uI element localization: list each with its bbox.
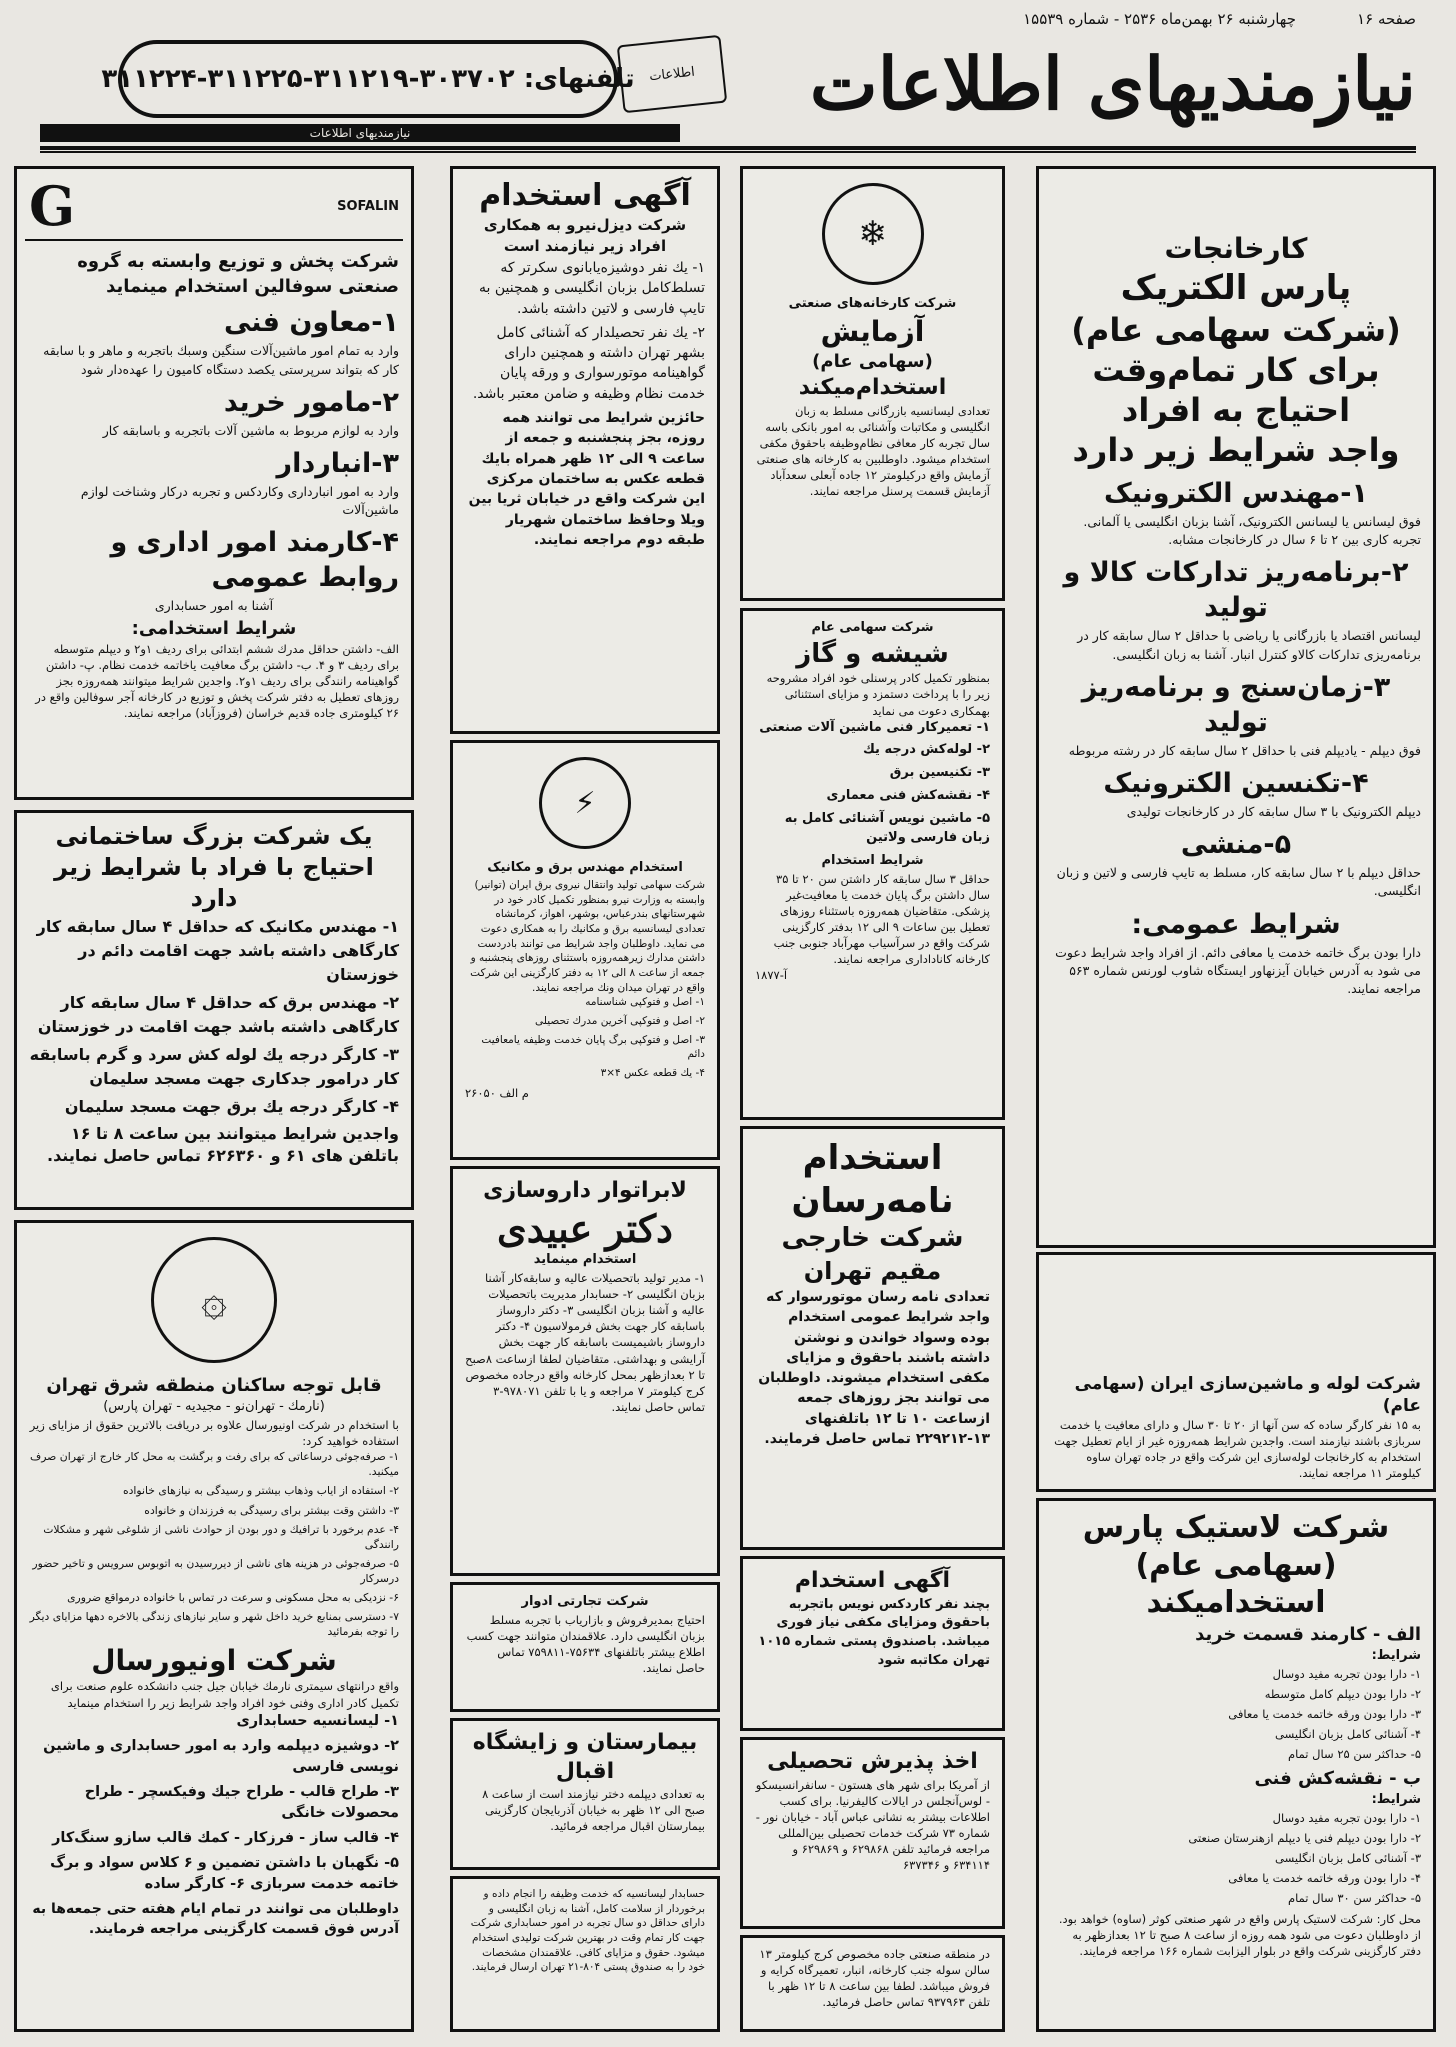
lastic-a-cond-title: شرایط: [1371, 1647, 1421, 1663]
sofalin-conditions: الف- داشتن حداقل مدرك ششم ابتدائی برای ردیف ۱و۲ و دیپلم متوسطه برای ردیف ۳ و ۴. ب- داشتن برگ معافیت یاخاتمه خدمت نظام. پ- داشتن گواهینامه رانندگی برای ردیف ۱و۲. واجدین شرایط میتوانند همه‌روزه بجز روزهای تعطیل به دفتر شرکت پخش و توزیع در کارخانه آجر سوفالین واقع در ۲۶ کیلومتری جاده قدیم خراسان (فروزآباد) مراجعه نمایند. [35, 641, 399, 721]
courier-line3: شرکت خارجی [781, 1223, 964, 1253]
universal-footer: داوطلبان می توانند در تمام ایام هفته حتی جمعه‌ها به آدرس فوق قسمت کارگزینی مراجعه فرمایند. [32, 1900, 399, 1938]
sg-ref: آ-۱۸۷۷ [755, 968, 788, 983]
sofalin-brand-name: SOFALIN [337, 198, 399, 214]
ad-sofalin [14, 166, 414, 800]
diesel-title: آگهی استخدام [479, 178, 691, 213]
universal-intro-title: قابل توجه ساکنان منطقه شرق تهران [46, 1375, 382, 1396]
ad-lastic-pars [1036, 1498, 1436, 2032]
sg-items [755, 719, 990, 848]
sg-item: ۱- تعمیرکار فنی ماشین آلات صنعتی [759, 719, 990, 735]
sg-company: شرکت سهامی عام [811, 620, 934, 635]
ad-azmayesh [740, 166, 1005, 601]
lastic-b-cond: ۵- حداکثر سن ۳۰ سال تمام [1288, 1891, 1421, 1906]
azmayesh-type: (سهامی عام) [812, 350, 933, 372]
universal-intro-sub: (نارمك - تهران‌نو - مجیدیه - تهران پارس) [103, 1399, 325, 1415]
typist-body: بچند نفر کاردکس نویس باتجربه باحقوق ومزایای مکفی نیاز فوری میباشد. باصندوق پستی شماره ۱۰۱۵ تهران مکاتبه شود [758, 1596, 990, 1669]
construction-item: ۱- مهندس مکانیک که حداقل ۴ سال سابقه کار کارگاهی داشته باشد جهت اقامت دائم در خوزستان [36, 916, 399, 984]
sofalin-item-title: ۴-کارمند امور اداری و روابط عمومی [110, 527, 399, 594]
sg-name: شیشه و گاز [796, 638, 949, 669]
masthead-rule-thin [40, 151, 1416, 153]
ad-power [450, 740, 720, 1160]
pe-title2: پارس الکتریک [1120, 268, 1352, 309]
lastic-b-conds [1051, 1810, 1421, 1906]
sg-item: ۲- لوله‌کش درجه یك [862, 742, 990, 758]
universal-item: ۳- طراح قالب - طراح جیك وفیکسچر - طراح محصولات خانگی [84, 1783, 399, 1821]
lastic-title2: (سهامی عام) [1135, 1547, 1337, 1583]
phone-numbers: تلفنهای: ۳۰۳۷۰۲-۳۱۱۲۱۹-۳۱۱۲۲۵-۳۱۱۲۲۴ [101, 64, 635, 94]
construction-items [29, 915, 399, 1119]
pipe-spacer [1051, 1263, 1421, 1373]
sg-item: ۴- نقشه‌کش فنی معماری [826, 788, 990, 804]
courier-line2: نامه‌رسان [791, 1180, 954, 1221]
obeidi-action: استخدام مینماید [533, 1252, 637, 1268]
courier-line1: استخدام [802, 1138, 943, 1178]
universal-name: شرکت اونیورسال [91, 1644, 337, 1678]
sub-strip: نیازمندیهای اطلاعات [40, 124, 680, 142]
admission-body: از آمریکا برای شهر های هستون - سانفرانسیسکو - لوس‌آنجلس در ایالات کالیفرنیا. برای کسب اطلاعات بیشتر به نشانی عباس آباد - خیابان نور - شماره ۷۳ شرکت خدمات تحصیلی بین‌المللی مراجعه فرمائید تلفن ۶۲۹۸۶۸ و ۶۲۹۸۶۹ و ۶۳۴۱۱۴ و ۶۳۷۳۴۶ [755, 1777, 990, 1873]
power-title: استخدام مهندس برق و مکانیک [487, 860, 683, 875]
construction-item: ۳- کارگر درجه یك لوله کش سرد و گرم باسابقه کار درامور جدکاری جهت مسجد سلیمان [29, 1044, 399, 1088]
power-doc: ۲- اصل و فتوکپی آخرین مدرك تحصیلی [534, 1015, 705, 1028]
pe-item [1051, 555, 1421, 663]
construction-footer: واجدین شرایط میتوانند بین ساعت ۸ تا ۱۶ باتلفن های ۶۱ و ۶۲۶۳۶۰ تماس حاصل نمایند. [46, 1123, 399, 1165]
typist-title: آگهی استخدام [794, 1568, 951, 1593]
universal-benefit: ۱- صرفه‌جوئی درساعاتی که برای رفت و برگشت به محل کار خارج از تهران صرف میکنید. [30, 1450, 399, 1479]
power-doc: ۳- اصل و فتوکپی برگ پایان خدمت وظیفه یامعافیت دائم [481, 1033, 705, 1061]
pe-title4: برای کار تمام‌وقت [1092, 350, 1380, 389]
sg-item: ۵- ماشین نویس آشنائی کامل به زبان فارسی ولاتین [784, 811, 990, 845]
ad-accountant [450, 1876, 720, 2032]
pe-title3: (شرکت سهامی عام) [1071, 310, 1401, 349]
lastic-b-cond: ۳- آشنائی کامل بزبان انگلیسی [1275, 1851, 1421, 1866]
pe-item [1051, 670, 1421, 760]
ad-admission [740, 1737, 1005, 1929]
pe-item-desc: فوق دیپلم - یادیپلم فنی با حداقل ۲ سال سابقه کار در رشته مربوطه [1068, 742, 1421, 758]
ad-shisheh-gaz [740, 608, 1005, 1120]
lastic-title1: شرکت لاستیک پارس [1082, 1510, 1390, 1545]
pe-item-desc: لیسانس اقتصاد یا بازرگانی یا ریاضی با حداقل ۲ سال سابقه کار در برنامه‌ریزی تدارکات کالاو کنترل انبار. آشنا به زبان انگلیسی. [1077, 628, 1421, 662]
tejarati-body: احتیاج بمدیرفروش و بازاریاب با تجربه مسلط بزبان انگلیسی دارد. علاقمندان متوانند جهت کسب اطلاع بیشتر باتلفنهای ۷۵۶۳۴-۷۵۹۸۱۱ تماس حاصل نمایند. [466, 1612, 705, 1676]
ad-diesel [450, 166, 720, 734]
phones-box [101, 40, 635, 118]
azmayesh-body: تعدادی لیسانسیه بازرگانی مسلط به زبان انگلیسی و مکاتبات وآشنائی به امور بانکی باسه سال تجربه کار معافی نظام‌وظیفه باحقوق مکفی استخدام میشود. داوطلبین به کارخانه های صنعتی آزمایش واقع درکیلومتر ۱۲ جاده آبعلی سعدآباد آزمایش قسمت پرسنل مراجعه نمایند. [756, 403, 990, 499]
construction-title2: احتیاج با فراد با شرایط زیر دارد [54, 853, 374, 913]
courier-body: تعدادی نامه رسان موتورسوار که واجد شرایط عمومی استخدام بوده وسواد خواندن و نوشتن داشته باشند باحقوق و مزایای مکفی استخدام میشوند. داوطلبان می توانند بجز روزهای جمعه ازساعت ۱۰ تا ۱۲ باتلفنهای ۱۳-۲۲۹۲۱۲ تماس حاصل فرمایند. [758, 1288, 990, 1448]
pe-item [1051, 827, 1421, 900]
ad-pipe [1036, 1252, 1436, 1492]
azmayesh-company: شرکت کارخانه‌های صنعتی [788, 296, 957, 311]
sofalin-item [29, 525, 399, 615]
pe-item [1051, 766, 1421, 821]
lastic-a-cond: ۱- دارا بودن تجربه مفید دوسال [1272, 1666, 1421, 1681]
sofalin-item [29, 305, 399, 378]
lastic-a-title: الف - کارمند قسمت خرید [1195, 1623, 1421, 1645]
universal-body-intro: واقع درانتهای سیمتری نارمك خیابان جیل جنب دانشکده علوم صنعت برای تکمیل کادر اداری وفنی خود افراد واجد شرایط زیر را استخدام مینماید [50, 1679, 399, 1710]
factory-body: در منطقه صنعتی جاده مخصوص کرج کیلومتر ۱۳ سالن سوله جنب کارخانه، انبار، تعمیرگاه کرایه و فروش میباشد. لطفا بین ساعت ۸ تا ۱۲ ظهر با تلفن ۹۳۷۹۶۳ تماس حاصل فرمائید. [759, 1947, 990, 2010]
pipe-title: شرکت لوله و ماشین‌سازی ایران (سهامی عام) [1074, 1374, 1421, 1417]
pe-title6: واجد شرایط زیر دارد [1072, 430, 1400, 469]
construction-title1: یک شرکت بزرگ ساختمانی [55, 822, 373, 850]
date-line: چهارشنبه ۲۶ بهمن‌ماه ۲۵۳۶ - شماره ۱۵۵۳۹ [1023, 10, 1296, 28]
universal-benefit: ۳- داشتن وقت بیشتر برای رسیدگی به فرزندان و خانواده [144, 1503, 399, 1517]
pe-item-desc: فوق لیسانس یا لیسانس الکترونیک، آشنا بزبان انگلیسی یا آلمانی. تجربه کاری بین ۲ تا ۶ سال در کارخانجات مشابه. [1083, 513, 1421, 548]
pe-item-title: ۴-تکنسین الکترونیک [1103, 767, 1369, 799]
accountant-body: حسابدار لیسانسیه که خدمت وظیفه را انجام داده و برخوردار از سلامت کامل، آشنا به زبان انگلیسی و دارای حداقل دو سال تجربه در امور حسابداری شرکت جهت کار تمام وقت در بهترین شرکت تولیدی استخدام میشود. حقوق و مزایای کافی. علاقمندان مشخصات خود را به صندوق پستی ۸۰۴-۲۱ تهران ارسال فرمایند. [470, 1888, 705, 1974]
pe-item-title: ۳-زمان‌سنج و برنامه‌ریز تولید [1081, 671, 1391, 738]
azmayesh-name: آزمایش [820, 314, 925, 348]
lastic-b-cond-title: شرایط: [1371, 1792, 1421, 1808]
pe-general-title: شرایط عمومی: [1131, 908, 1341, 940]
sofalin-item-desc: آشنا به امور حسابداری [154, 598, 274, 614]
diesel-item: ۲- یك نفر تحصیلدار که آشنائی کامل بشهر تهران داشته و همچنین دارای گواهینامه موتورسواری و ورقه پایان خدمت نظام وظیفه و ضامن معتبر باشد. [472, 324, 705, 402]
pe-item-desc: دیپلم الکترونیک با ۳ سال سابقه کار در کارخانجات تولیدی [1126, 804, 1421, 820]
sofalin-item [29, 446, 399, 519]
lastic-b-cond: ۴- دارا بودن ورقه خاتمه خدمت یا معافی [1228, 1871, 1421, 1886]
sg-intro: بمنظور تکمیل کادر پرسنلی خود افراد مشروحه زیر را با پرداخت دستمزد و مزایای استثنائی بهمکاری دعوت می نماید [766, 671, 990, 718]
lastic-b-cond: ۱- دارا بودن تجربه مفید دوسال [1272, 1811, 1421, 1826]
lastic-b-cond: ۲- دارا بودن دیپلم فنی یا دیپلم ازهنرستان صنعتی [1188, 1831, 1421, 1846]
courier-line4: مقیم تهران [803, 1256, 942, 1285]
power-body: شرکت سهامی تولید وانتقال نیروی برق ایران (توانیر) وابسته به وزارت نیرو بمنظور تکمیل کادر خود در شهرستانهای بندرعباس، بوشهر، اهواز، کرمانشاه تعدادی لیسانسیه برق و مکانیك را به همکاری دعوت می نماید. داوطلبان واجد شرایط می توانند بادردست داشتن مدارك زیرهمه‌روزه باستثنای روزهای پنجشنبه و جمعه از ساعت ۸ الی ۱۲ به دفتر کارگزینی این شرکت واقع در تهران میدان ونك مراجعه نمایند. [470, 878, 705, 994]
pe-title1: کارخانجات [1164, 232, 1308, 265]
universal-item: ۴- قالب ساز - فرزکار - کمك قالب سازو سنگ‌کار [52, 1829, 399, 1846]
azmayesh-emblem-icon: ❄ [822, 183, 924, 285]
ad-universal [14, 1220, 414, 2032]
obeidi-body: ۱- مدیر تولید باتحصیلات عالیه و سابقه‌کار آشنا بزبان انگلیسی ۲- حسابدار مدیریت باتحصیلات عالیه و آشنا بزبان انگلیسی ۳- دکتر داروساز باسابقه کار جهت بخش فرمولاسیون ۴- دکتر داروساز باشیمیست باسابقه کار جهت بخش آرایشی و بهداشتی. متقاضیان لطفا ازساعت ۸صبح تا ۲ بعدازظهر بمحل کارخانه واقع درجاده مخصوص کرج کیلومتر ۷ مراجعه و یا با تلفن ۹۷۸۰۷۱-۳ تماس حاصل نمایند. [465, 1271, 705, 1414]
iqbal-title: بیمارستان و زایشگاه اقبال [472, 1730, 698, 1784]
ad-construction [14, 810, 414, 1210]
universal-benefit: ۵- صرفه‌جوئی در هزینه های ناشی از دیررسیدن به اتوبوس سرویس و تاخیر حضور درسرکار [32, 1556, 399, 1585]
lastic-footer: محل کار: شرکت لاستیک پارس واقع در شهر صنعتی کوثر (ساوه) خواهد بود. از داوطلبان دعوت می شود همه روزه از ساعت ۸ صبح تا ۱۲ بعدازظهر به دفتر کارگزینی شرکت واقع در بلوار الیزابت شماره ۱۶۶ مراجعه فرمایند. [1058, 1911, 1421, 1958]
universal-intro: با استخدام در شرکت اونیورسال علاوه بر دریافت بالاترین حقوق از مزایای زیر استفاده خواهید کرد: [29, 1418, 399, 1449]
sofalin-header [25, 175, 403, 241]
universal-items [29, 1711, 399, 1895]
page-label: صفحه ۱۶ [1357, 10, 1416, 28]
lastic-a-conds [1051, 1666, 1421, 1762]
ad-iqbal [450, 1718, 720, 1870]
sg-cond-title: شرایط استخدام [821, 852, 924, 868]
power-doc: ۱- اصل و فتوکپی شناسنامه [585, 996, 705, 1009]
sofalin-item-desc: وارد به امور انبارداری وکاردکس و تجربه درکار وشناخت لوازم ماشین‌آلات [80, 484, 399, 518]
ad-factory-space [740, 1935, 1005, 2032]
ad-courier [740, 1126, 1005, 1550]
top-line [40, 10, 1416, 30]
pe-general: دارا بودن برگ خاتمه خدمت یا معافی دائم. از افراد واجد شرایط دعوت می شود به آدرس خیابان آیزنهاور ایستگاه شاوب لورنس شماره ۵۶۳ مراجعه نمایند. [1055, 944, 1421, 996]
power-docs [465, 995, 705, 1080]
pe-item-title: ۵-منشی [1180, 829, 1292, 861]
universal-benefit: ۷- دسترسی بمنابع خرید داخل شهر و سایر نیازهای زندگی بالاخره دهها مزایای دیگر را توجه بفرمائید [29, 1610, 399, 1639]
universal-benefit: ۲- استفاده از ایاب وذهاب بیشتر و رسیدگی به نیازهای خانواده [122, 1484, 399, 1498]
ad-pars-electric [1036, 166, 1436, 1248]
ad-obeidi [450, 1166, 720, 1576]
power-logo-icon: ⚡ [539, 757, 631, 849]
sofalin-item-title: ۱-معاون فنی [223, 307, 399, 339]
diesel-items [465, 258, 705, 404]
sofalin-intro: شرکت پخش و توزیع وابسته به گروه صنعتی سوفالین استخدام مینماید [77, 251, 399, 298]
power-doc: ۴- یك قطعه عکس ۴×۳ [600, 1067, 705, 1080]
sofalin-logo-icon: G [29, 174, 76, 238]
obeidi-title1: لابراتوار داروسازی [483, 1178, 687, 1203]
lastic-a-cond: ۴- آشنائی کامل بزبان انگلیسی [1275, 1726, 1421, 1741]
universal-benefits [29, 1449, 399, 1639]
lastic-action: استخدامیکند [1146, 1585, 1326, 1620]
pe-item-title: ۲-برنامه‌ریز تدارکات کالا و تولید [1063, 557, 1409, 624]
universal-item: ۱- لیسانسیه حسابداری [236, 1712, 399, 1729]
azmayesh-action: استخدام‌میکند [798, 375, 947, 401]
diesel-footer: حائزین شرایط می توانند همه روزه، بجز پنجشنبه و جمعه از ساعت ۹ الی ۱۲ ظهر همراه بایك قطعه عکس به ساختمان مرکزی این شرکت واقع در خیابان ثریا بین ویلا وحافظ ساختمان شهریار طبقه دوم مراجعه نمایند. [468, 410, 705, 548]
pe-title5: احتیاج به افراد [1121, 390, 1351, 429]
universal-benefit: ۶- نزدیکی به محل مسکونی و سرعت در تماس با خانواده درمواقع ضروری [67, 1591, 399, 1605]
sofalin-cond-title: شرایط استخدامی: [131, 617, 297, 639]
obeidi-title2: دکتر عبیدی [497, 1205, 673, 1251]
masthead-rule [40, 146, 1416, 150]
universal-item: ۵- نگهبان با داشتن تضمین و ۶ کلاس سواد و برگ خاتمه خدمت سربازی ۶- کارگر ساده [50, 1854, 399, 1892]
brand-title: نیازمندیهای اطلاعات [809, 41, 1416, 126]
construction-item: ۴- کارگر درجه یك برق جهت مسجد سلیمان [64, 1096, 399, 1116]
universal-logo-icon: ۞ [151, 1237, 277, 1363]
logo-text: اطلاعات [648, 64, 696, 84]
sg-item: ۳- تکنیسین برق [889, 765, 990, 781]
iqbal-body: به تعدادی دیپلمه دختر نیازمند است از ساعت ۸ صبح الی ۱۲ ظهر به خیابان آذربایجان کارگزینی بیمارستان اقبال مراجعه فرمائید. [482, 1787, 705, 1834]
lastic-a-cond: ۲- دارا بودن دیپلم کامل متوسطه [1264, 1686, 1421, 1701]
sofalin-item [29, 385, 399, 440]
sofalin-item-desc: وارد به لوازم مربوط به ماشین آلات باتجربه و باسابقه کار [102, 422, 399, 438]
power-ref: م الف ۲۶۰۵۰ [465, 1085, 529, 1100]
sofalin-item-title: ۲-مامور خرید [223, 386, 399, 418]
pe-item-desc: حداقل دیپلم با ۲ سال سابقه کار، مسلط به تایپ فارسی و لاتین و زبان انگلیسی. [1056, 865, 1421, 899]
sg-conditions: حداقل ۳ سال سابقه کار داشتن سن ۲۰ تا ۳۵ سال داشتن برگ پایان خدمت یا معافیت‌غیر پزشکی. متقاضیان همه‌روزه باستثناء روزهای تعطیل بین ساعات ۹ الی ۱۲ بدفتر کارگزینی شرکت واقع در سرآسیاب مهرآباد جنوبی جنب کارخانه کاناداداری مراجعه نمایند. [773, 871, 990, 966]
ad-typist [740, 1556, 1005, 1731]
pe-item [1051, 476, 1421, 549]
universal-item: ۲- دوشیزه دیپلمه وارد به امور حسابداری و ماشین نویسی فارسی [43, 1737, 399, 1775]
pipe-body: به ۱۵ نفر کارگر ساده که سن آنها از ۲۰ تا ۳۰ سال و دارای معافیت یا خدمت سربازی باشند نیازمند است. واجدین شرایط همه‌روزه غیر از ایام تعطیل جهت استخدام به کارخانجات لوله‌سازی این شرکت واقع در جاده تهران ساوه کیلومتر ۱۱ مراجعه نمایند. [1054, 1418, 1421, 1481]
construction-item: ۲- مهندس برق که حداقل ۴ سال سابقه کار کارگاهی داشته باشد جهت اقامت در خوزستان [37, 992, 399, 1036]
lastic-a-cond: ۳- دارا بودن ورقه خاتمه خدمت یا معافی [1228, 1706, 1421, 1721]
lastic-b-title: ب - نقشه‌کش فنی [1254, 1768, 1421, 1789]
diesel-item: ۱- یك نفر دوشیزه‌یابانوی سکرتر که تسلط‌کامل بزبان انگلیسی و همچنین به تایپ فارسی و لاتین داشته باشد. [479, 260, 705, 317]
pe-item-title: ۱-مهندس الکترونیک [1103, 477, 1368, 509]
tejarati-title: شرکت تجارتی ادوار [521, 1594, 649, 1609]
ad-tejarati [450, 1582, 720, 1712]
sofalin-item-title: ۳-انباردار [276, 447, 399, 479]
diesel-intro: شرکت دیزل‌نیرو به همکاری افراد زیر نیازمند است [483, 215, 687, 256]
sofalin-item-desc: وارد به تمام امور ماشین‌آلات سنگین وسبك باتجربه و ماهر و با سابقه کار که بتواند سرپرستی یکصد دستگاه کامیون را عهده‌دار شود [43, 343, 399, 377]
universal-benefit: ۴- عدم برخورد با ترافیك و دور بودن از حوادث ناشی از شلوغی شهر و مشکلات رانندگی [43, 1522, 399, 1551]
lastic-a-cond: ۵- حداکثر سن ۲۵ سال تمام [1288, 1746, 1421, 1761]
admission-title: اخذ پذیرش تحصیلی [767, 1749, 978, 1774]
